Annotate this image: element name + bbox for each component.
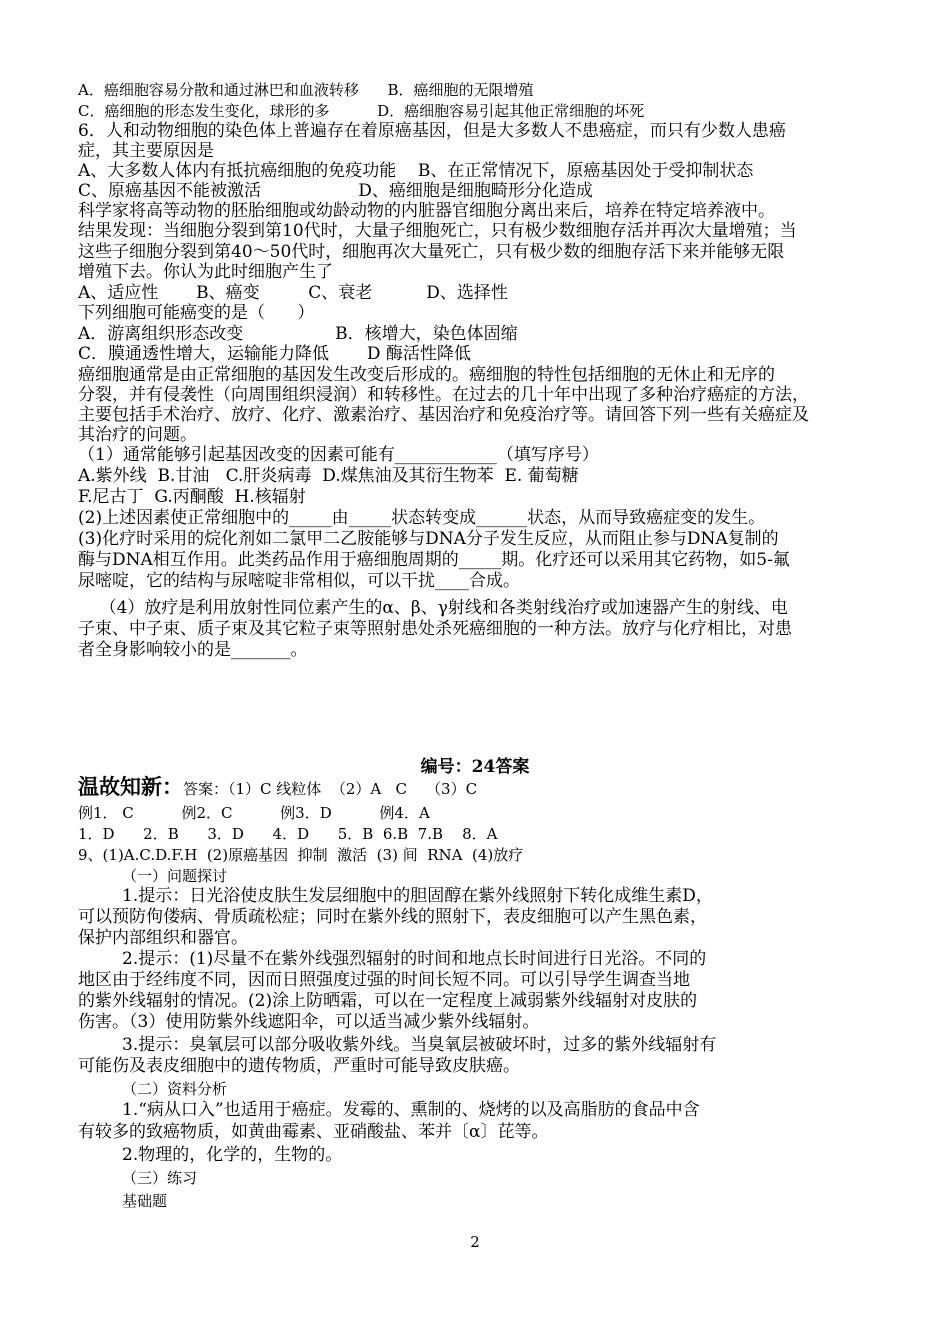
text-line: 者全身影响较小的是_______。 (78, 640, 308, 660)
text-line: 主要包括手术治疗、放疗、化疗、激素治疗、基因治疗和免疫治疗等。请回答下列一些有关癌症及 (78, 405, 809, 425)
text-line: F.尼古丁 G.丙酮酸 H.核辐射 (78, 487, 306, 507)
answer-line: 9、(1)A.C.D.F.H (2)原癌基因 抑制 激活 (3) 间 RNA (4)放疗 (78, 846, 524, 864)
text-line: （4）放疗是利用放射性同位素产生的α、β、γ射线和各类射线治疗或加速器产生的射线、电 (78, 598, 788, 618)
text-line: 症，其主要原因是 (78, 141, 214, 161)
text-line: A、大多数人体内有抵抗癌细胞的免疫功能 B、在正常情况下，原癌基因处于受抑制状态 (78, 161, 754, 181)
text-line: 分裂，并有侵袭性（向周围组织浸润）和转移性。在过去的几十年中出现了多种治疗癌症的方法， (78, 385, 809, 405)
text-line: 6．人和动物细胞的染色体上普遍存在着原癌基因，但是大多数人不患癌症，而只有少数人患癌 (78, 121, 786, 141)
text-line: A．癌细胞容易分散和通过淋巴和血液转移 B．癌细胞的无限增殖 (78, 81, 534, 99)
text-line: 地区由于经纬度不同，因而日照强度过强的时间长短不同。可以引导学生调查当地 (78, 970, 690, 990)
text-line: 2.提示：(1)尽量不在紫外线强烈辐射的时间和地点长时间进行日光浴。不同的 (122, 949, 707, 969)
text-line: C、原癌基因不能被激活 D、癌细胞是细胞畸形分化造成 (78, 181, 593, 201)
text-line: 下列细胞可能癌变的是（ ） (78, 303, 315, 323)
text-line: C．膜通透性增大，运输能力降低 D 酶活性降低 (78, 344, 471, 364)
answer-line: 1．D 2．B 3．D 4．D 5．B 6.B 7.B 8．A (78, 825, 498, 843)
text-line: 这些子细胞分裂到第40～50代时，细胞再次大量死亡，只有极少数的细胞存活下来并能够无限 (78, 242, 785, 262)
text-line: 有较多的致癌物质，如黄曲霉素、亚硝酸盐、苯并〔α〕芘等。 (78, 1122, 549, 1142)
text-line: 其治疗的问题。 (78, 425, 197, 445)
text-line: A、适应性 B、癌变 C、衰老 D、选择性 (78, 283, 508, 303)
section-heading: （三）练习 (122, 1169, 198, 1187)
text-line: 尿嘧啶，它的结构与尿嘧啶非常相似，可以干扰____合成。 (78, 571, 520, 591)
text-line: 2.物理的，化学的，生物的。 (122, 1145, 343, 1165)
text-line: 1.“病从口入”也适用于癌症。发霉的、熏制的、烧烤的以及高脂肪的食品中含 (122, 1100, 700, 1120)
text-line: 子束、中子束、质子束及其它粒子束等照射患处杀死癌细胞的一种方法。放疗与化疗相比，对患 (78, 619, 792, 639)
text-line: 的紫外线辐射的情况。(2)涂上防晒霜，可以在一定程度上减弱紫外线辐射对皮肤的 (78, 991, 698, 1011)
text-line: A.紫外线 B.甘油 C.肝炎病毒 D.煤焦油及其衍生物苯 E. 葡萄糖 (78, 466, 579, 486)
review-line (78, 776, 477, 800)
text-line: (2)上述因素使正常细胞中的_____由_____状态转变成______状态，从而导致癌症变的发生。 (78, 508, 766, 528)
review-answer: 答案：（1）C 线粒体 （2）A C （3）C (183, 780, 478, 798)
answer-line: 例1． C 例2．C 例3．D 例4．A (78, 804, 430, 822)
answer-title: 编号：24答案 (420, 757, 530, 777)
text-line: 癌细胞通常是由正常细胞的基因发生改变后形成的。癌细胞的特性包括细胞的无休止和无序的 (78, 365, 775, 385)
section-heading: （二）资料分析 (122, 1080, 228, 1098)
page-number: 2 (470, 1233, 480, 1251)
section-heading: （一）问题探讨 (122, 867, 228, 885)
review-heading: 温故知新： (78, 774, 183, 799)
text-line: 增殖下去。你认为此时细胞产生了 (78, 262, 333, 282)
text-line: 酶与DNA相互作用。此类药品作用于癌细胞周期的_____期。化疗还可以采用其它药物，如5-氟 (78, 550, 790, 570)
text-line: 保护内部组织和器官。 (78, 928, 248, 948)
text-line: 1.提示：日光浴使皮肤生发层细胞中的胆固醇在紫外线照射下转化成维生素D， (122, 886, 713, 906)
text-line: 科学家将高等动物的胚胎细胞或幼龄动物的内脏器官细胞分离出来后，培养在特定培养液中。 (78, 201, 775, 221)
text-line: 伤害。（3）使用防紫外线遮阳伞，可以适当减少紫外线辐射。 (78, 1012, 540, 1032)
text-line: 可以预防佝偻病、骨质疏松症；同时在紫外线的照射下，表皮细胞可以产生黑色素， (78, 907, 707, 927)
text-line: (3)化疗时采用的烷化剂如二氯甲二乙胺能够与DNA分子发生反应，从而阻止参与DNA复制的 (78, 529, 779, 549)
text-line: 结果发现：当细胞分裂到第10代时，大量子细胞死亡，只有极少数细胞存活并再次大量增殖；当 (78, 221, 797, 241)
text-line: A．游离组织形态改变 B．核增大，染色体固缩 (78, 324, 518, 344)
text-line: C．癌细胞的形态发生变化，球形的多 D．癌细胞容易引起其他正常细胞的坏死 (78, 102, 645, 120)
text-line: （1）通常能够引起基因改变的因素可能有____________（填写序号） (78, 445, 599, 465)
text-line: 3.提示：臭氧层可以部分吸收紫外线。当臭氧层被破坏时，过多的紫外线辐射有 (122, 1035, 717, 1055)
text-line: 基础题 (122, 1192, 168, 1210)
text-line: 可能伤及表皮细胞中的遗传物质，严重时可能导致皮肤癌。 (78, 1056, 520, 1076)
